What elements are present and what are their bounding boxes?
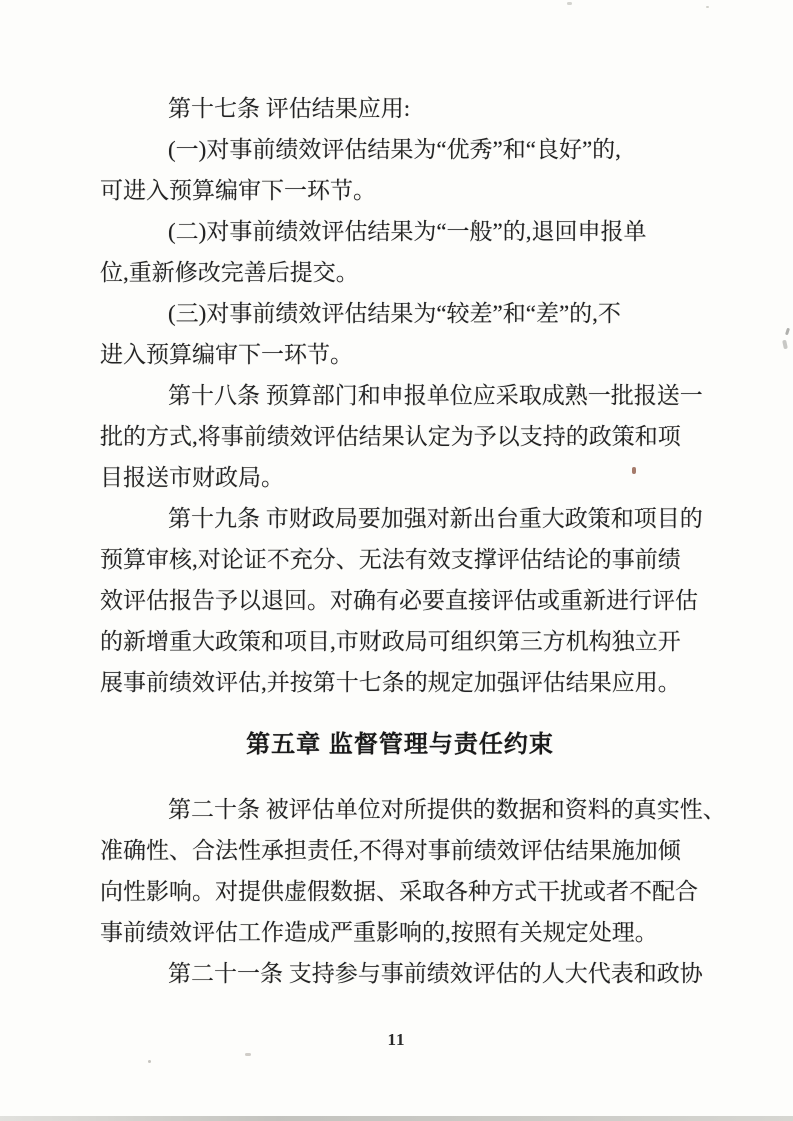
text-line: 第二十一条 支持参与事前绩效评估的人大代表和政协 — [168, 961, 703, 986]
text-line: 进入预算编审下一环节。 — [100, 342, 353, 367]
scan-artifact — [785, 328, 790, 336]
text-line: (一)对事前绩效评估结果为“优秀”和“良好”的, — [168, 137, 621, 162]
text-line: 预算审核,对论证不充分、无法有效支撑评估结论的事前绩 — [100, 547, 681, 572]
scan-artifact — [782, 340, 788, 350]
text-line: 批的方式,将事前绩效评估结果认定为予以支持的政策和项 — [100, 424, 681, 449]
scan-edge-line — [0, 1116, 793, 1121]
text-line: 第二十条 被评估单位对所提供的数据和资料的真实性、 — [168, 797, 726, 822]
scan-artifact — [706, 6, 709, 8]
text-line: (二)对事前绩效评估结果为“一般”的,退回申报单 — [168, 219, 647, 244]
text-line: 的新增重大政策和项目,市财政局可组织第三方机构独立开 — [100, 629, 681, 654]
text-line: 第十九条 市财政局要加强对新出台重大政策和项目的 — [168, 506, 703, 531]
scan-artifact — [148, 1060, 151, 1063]
text-line: 可进入预算编审下一环节。 — [100, 178, 376, 203]
scan-artifact — [567, 2, 572, 5]
text-line: 展事前绩效评估,并按第十七条的规定加强评估结果应用。 — [100, 670, 681, 695]
chapter-heading: 第五章 监督管理与责任约束 — [246, 731, 554, 758]
text-line: 位,重新修改完善后提交。 — [100, 260, 359, 285]
text-line: 效评估报告予以退回。对确有必要直接评估或重新进行评估 — [100, 588, 698, 613]
text-line: 向性影响。对提供虚假数据、采取各种方式干扰或者不配合 — [100, 879, 698, 904]
text-line: 第十七条 评估结果应用: — [168, 96, 411, 121]
text-line: 事前绩效评估工作造成严重影响的,按照有关规定处理。 — [100, 920, 658, 945]
text-line: 准确性、合法性承担责任,不得对事前绩效评估结果施加倾 — [100, 838, 681, 863]
document-body — [100, 88, 726, 994]
text-line: (三)对事前绩效评估结果为“较差”和“差”的,不 — [168, 301, 621, 326]
text-line: 第十八条 预算部门和申报单位应采取成熟一批报送一 — [168, 383, 703, 408]
text-line: 目报送市财政局。 — [100, 465, 284, 490]
scan-artifact — [245, 1053, 251, 1056]
page-number: 11 — [387, 1030, 406, 1049]
